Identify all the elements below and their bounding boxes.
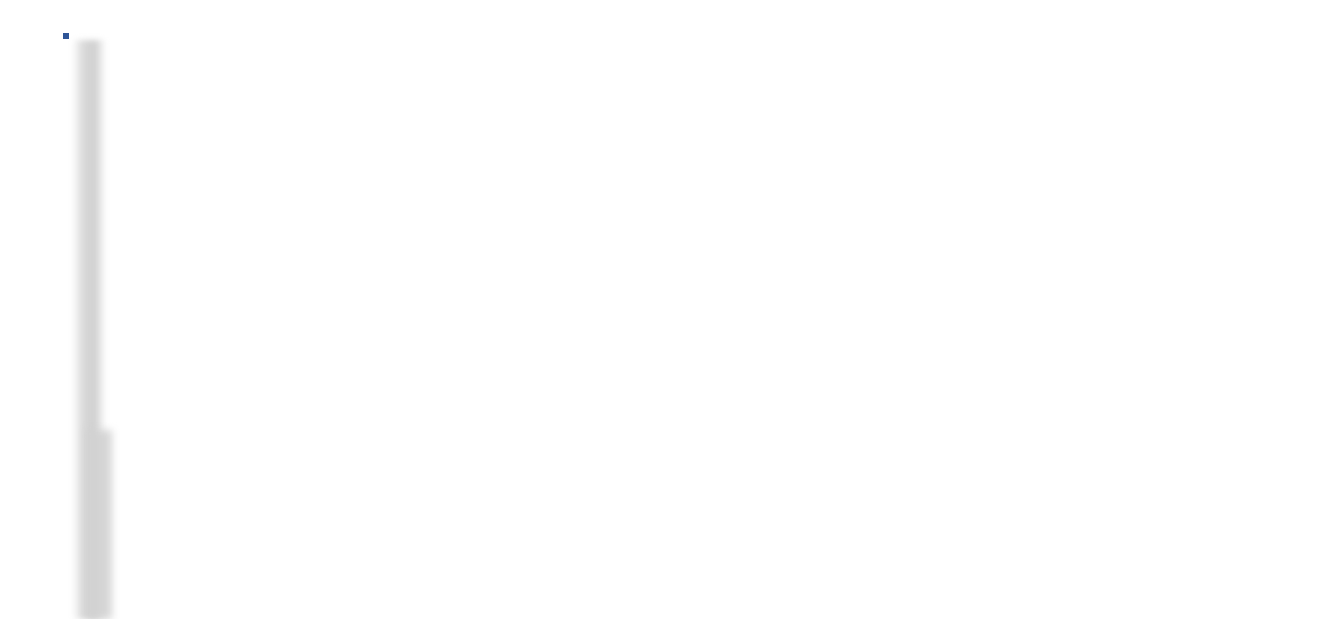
fill-handle[interactable]	[62, 32, 70, 40]
redacted-names-overlay	[86, 430, 112, 619]
